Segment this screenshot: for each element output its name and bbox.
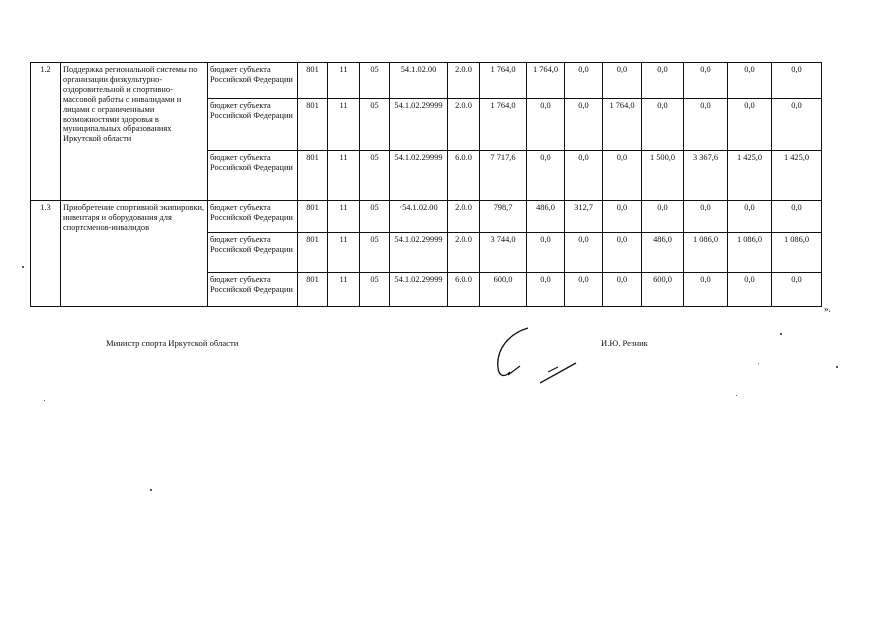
funding-source: бюджет субъекта Российской Федерации (208, 63, 298, 99)
amount-cell: 0,0 (603, 233, 642, 273)
signatory-position: Министр спорта Иркутской области (106, 338, 239, 348)
amount-cell: 0,0 (642, 99, 684, 151)
amount-cell: 3 744,0 (480, 233, 527, 273)
subsection-code: 05 (360, 99, 390, 151)
activity-name: Приобретение спортивной экипировки, инвентаря и оборудования для спортсменов-инвалидов (61, 201, 208, 307)
amount-cell: 0,0 (728, 201, 772, 233)
amount-cell: 600,0 (480, 273, 527, 307)
target-article-code: 54.1.02.29999 (390, 99, 448, 151)
scan-speck (150, 489, 152, 491)
amount-cell: 1 764,0 (480, 63, 527, 99)
handwritten-signature (488, 320, 588, 390)
amount-cell: 1 086,0 (684, 233, 728, 273)
subsection-code: 05 (360, 63, 390, 99)
amount-cell: 0,0 (772, 99, 822, 151)
target-article-code: 54.1.02.00 (390, 63, 448, 99)
expense-type-code: 2.0.0 (448, 63, 480, 99)
amount-cell: 600,0 (642, 273, 684, 307)
section-code: 11 (328, 233, 360, 273)
section-code: 11 (328, 273, 360, 307)
amount-cell: 0,0 (603, 63, 642, 99)
section-code: 11 (328, 63, 360, 99)
scan-speck (836, 366, 838, 368)
scan-speck (780, 333, 782, 335)
amount-cell: 0,0 (565, 233, 603, 273)
funding-source: бюджет субъекта Российской Федерации (208, 273, 298, 307)
expense-type-code: 2.0.0 (448, 99, 480, 151)
grbs-code: 801 (298, 273, 328, 307)
amount-cell: 0,0 (684, 63, 728, 99)
table-row (31, 201, 822, 233)
amount-cell: 0,0 (772, 63, 822, 99)
funding-source: бюджет субъекта Российской Федерации (208, 201, 298, 233)
amount-cell: 0,0 (642, 201, 684, 233)
scan-speck (758, 363, 759, 364)
activity-name: Поддержка региональной системы по организации физкультурно-оздоровительной и спортивно-массовой работы с инвалидами и лицами с ограниченными возможностями здоровья в муниципальных образованиях Иркутской области (61, 63, 208, 201)
funding-source: бюджет субъекта Российской Федерации (208, 233, 298, 273)
amount-cell: 0,0 (565, 63, 603, 99)
table-row (31, 63, 822, 99)
amount-cell: 0,0 (684, 201, 728, 233)
amount-cell: 0,0 (728, 99, 772, 151)
target-article-code: 54.1.02.29999 (390, 233, 448, 273)
subsection-code: 05 (360, 233, 390, 273)
amount-cell: 1 086,0 (728, 233, 772, 273)
scan-speck (736, 395, 737, 396)
amount-cell: 7 717,6 (480, 151, 527, 201)
target-article-code: 54.1.02.29999 (390, 273, 448, 307)
amount-cell: 0,0 (527, 99, 565, 151)
subsection-code: 05 (360, 273, 390, 307)
amount-cell: 0,0 (728, 63, 772, 99)
amount-cell: 0,0 (772, 273, 822, 307)
amount-cell: 1 764,0 (527, 63, 565, 99)
amount-cell: 0,0 (565, 151, 603, 201)
amount-cell: 1 425,0 (728, 151, 772, 201)
target-article-code: 54.1.02.29999 (390, 151, 448, 201)
row-number: 1.3 (31, 201, 61, 307)
expense-type-code: 2.0.0 (448, 233, 480, 273)
amount-cell: 486,0 (527, 201, 565, 233)
amount-cell: 0,0 (603, 273, 642, 307)
amount-cell: 0,0 (603, 201, 642, 233)
amount-cell: 0,0 (684, 273, 728, 307)
amount-cell: 1 764,0 (603, 99, 642, 151)
closing-quote: ». (824, 304, 831, 314)
amount-cell: 1 500,0 (642, 151, 684, 201)
grbs-code: 801 (298, 63, 328, 99)
grbs-code: 801 (298, 233, 328, 273)
grbs-code: 801 (298, 151, 328, 201)
grbs-code: 801 (298, 99, 328, 151)
amount-cell: 0,0 (642, 63, 684, 99)
section-code: 11 (328, 99, 360, 151)
amount-cell: 1 425,0 (772, 151, 822, 201)
amount-cell: 3 367,6 (684, 151, 728, 201)
row-number: 1.2 (31, 63, 61, 201)
amount-cell: 1 764,0 (480, 99, 527, 151)
scan-speck (44, 400, 45, 401)
amount-cell: 486,0 (642, 233, 684, 273)
amount-cell: 0,0 (565, 99, 603, 151)
expense-type-code: 6.0.0 (448, 273, 480, 307)
funding-source: бюджет субъекта Российской Федерации (208, 151, 298, 201)
amount-cell: 0,0 (772, 201, 822, 233)
signatory-name: И.Ю. Резник (601, 338, 648, 348)
subsection-code: 05 (360, 201, 390, 233)
amount-cell: 0,0 (684, 99, 728, 151)
amount-cell: 0,0 (603, 151, 642, 201)
expense-type-code: 6.0.0 (448, 151, 480, 201)
amount-cell: 0,0 (527, 273, 565, 307)
funding-source: бюджет субъекта Российской Федерации (208, 99, 298, 151)
amount-cell: 798,7 (480, 201, 527, 233)
amount-cell: 0,0 (565, 273, 603, 307)
budget-table (30, 62, 822, 307)
scan-speck (22, 266, 24, 268)
expense-type-code: 2.0.0 (448, 201, 480, 233)
subsection-code: 05 (360, 151, 390, 201)
amount-cell: 1 086,0 (772, 233, 822, 273)
amount-cell: 0,0 (527, 233, 565, 273)
target-article-code: ·54.1.02.00 (390, 201, 448, 233)
amount-cell: 0,0 (728, 273, 772, 307)
section-code: 11 (328, 201, 360, 233)
amount-cell: 312,7 (565, 201, 603, 233)
grbs-code: 801 (298, 201, 328, 233)
section-code: 11 (328, 151, 360, 201)
amount-cell: 0,0 (527, 151, 565, 201)
